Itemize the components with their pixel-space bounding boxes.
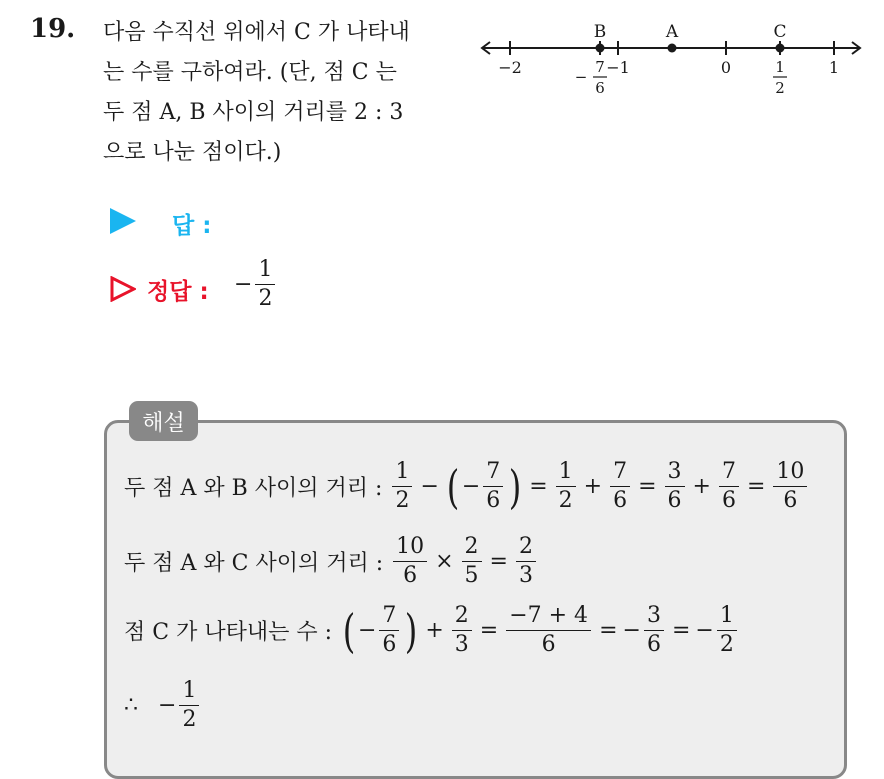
solution-line-1: 두 점 A 와 B 사이의 거리 : $\frac{1}{2}$ − ( − $\frac{7}{6}$ ) = $\frac{1}{2}$ + $\frac{7}{6}$ = $\frac{3}{6}$ + $\frac{7}{6}$ = $\frac{10}{6}$ (124, 460, 810, 513)
correct-triangle-outline-icon (110, 276, 136, 302)
correct-fraction: $\frac{1}{2}$ (255, 258, 275, 311)
point-c (776, 44, 785, 53)
tick-label: 0 (720, 58, 732, 77)
solution-tag: 해설 (129, 401, 198, 441)
point-b (595, 44, 604, 53)
solution-line-4: ∴ − $\frac{1}{2}$ (124, 679, 202, 732)
tick-label: −1 (606, 58, 630, 77)
correct-answer-label: 정답 : (147, 279, 209, 305)
tick-label: −2 (498, 58, 522, 77)
answer-label: 답 : (172, 213, 212, 239)
fraction-denominator: 2 (775, 79, 785, 97)
fraction-numerator: 7 (595, 58, 605, 76)
solution-line-3: 점 C 가 나타내는 수 : ( − $\frac{7}{6}$ ) + $\frac{2}{3}$ = $\frac{-7 + 4}{6}$ = − $\frac{3}{6}$ = − $\frac{1}{2}$ (124, 604, 740, 657)
fraction-sign: − (574, 68, 588, 86)
question-number: 19. (30, 14, 76, 44)
number-line (478, 22, 868, 112)
tick-label: 1 (828, 58, 840, 77)
answer-triangle-icon (110, 208, 136, 234)
solution-line-2: 두 점 A 와 C 사이의 거리 : $\frac{10}{6}$ × $\frac{2}{5}$ = $\frac{2}{3}$ (124, 535, 539, 588)
point-label-b: B (593, 22, 607, 42)
correct-answer-value (234, 258, 278, 311)
point-label-a: A (665, 22, 679, 42)
correct-sign: − (234, 272, 253, 298)
point-label-c: C (773, 22, 787, 42)
point-a (668, 44, 677, 53)
fraction-denominator: 6 (595, 79, 605, 97)
question-text: 다음 수직선 위에서 C 가 나타내 는 수를 구하여라. (단, 점 C 는 두 점 A, B 사이의 거리를 2 : 3 으로 나눈 점이다.) (103, 20, 410, 165)
fraction-numerator: 1 (775, 58, 785, 76)
